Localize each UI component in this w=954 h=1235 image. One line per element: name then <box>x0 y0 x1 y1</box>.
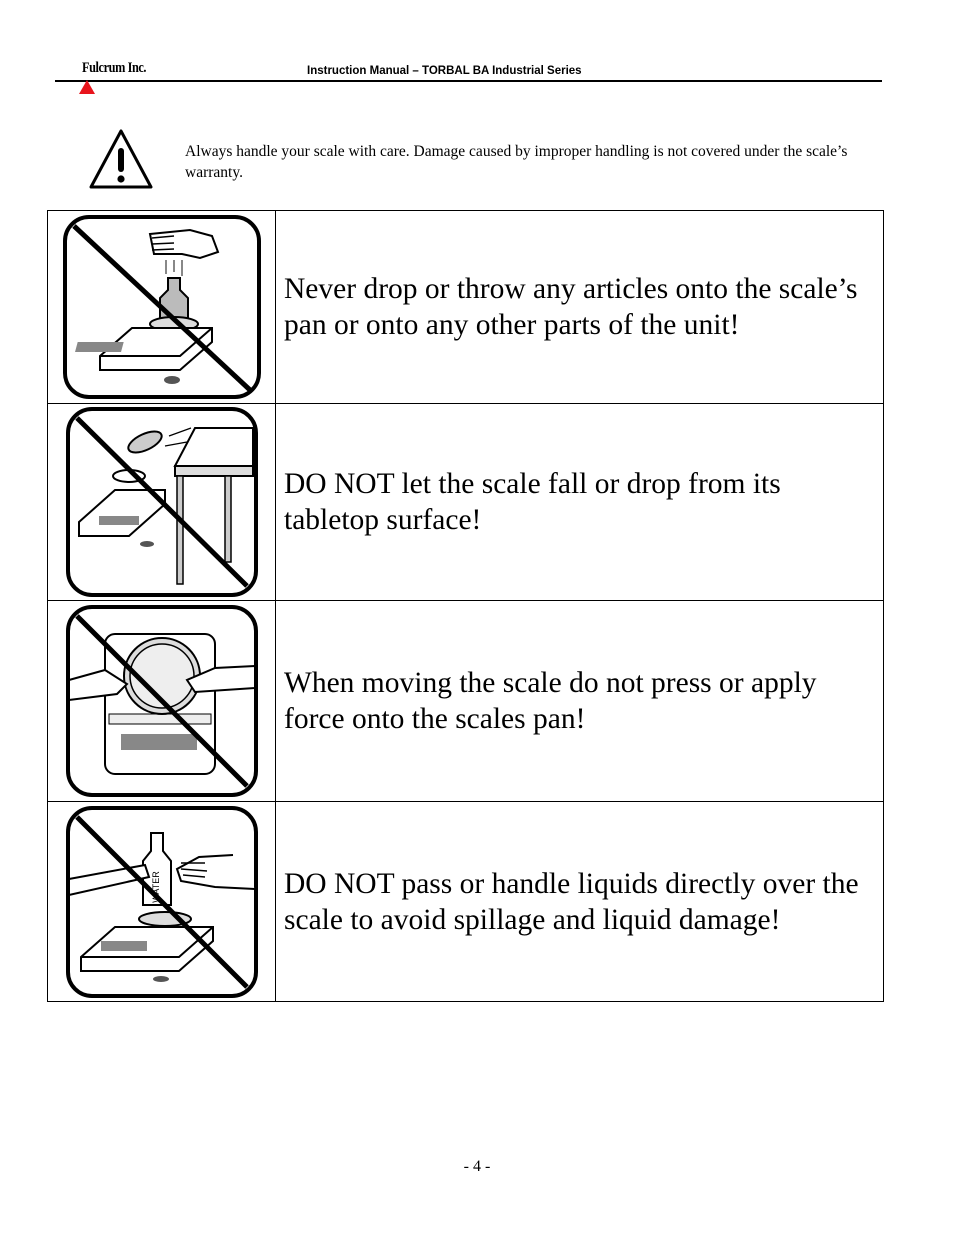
no-dropping-objects-icon <box>62 214 262 400</box>
no-pressing-pan-icon <box>65 604 259 798</box>
company-logo: Fulcrum Inc. <box>82 60 147 76</box>
page-header <box>55 58 882 82</box>
warnings-table <box>47 210 884 1002</box>
warning-row <box>48 211 884 404</box>
no-liquids-over-scale-icon <box>65 805 259 999</box>
warning-triangle-icon <box>88 128 154 190</box>
bottle-label: WATER <box>150 870 161 903</box>
no-falling-scale-icon <box>65 406 259 598</box>
warning-text: DO NOT let the scale fall or drop from its tabletop surface! <box>276 404 884 601</box>
warning-image-cell <box>48 802 276 1002</box>
warning-text: DO NOT pass or handle liquids directly over the scale to avoid spillage and liquid damage! <box>276 802 884 1002</box>
warning-image-cell <box>48 211 276 404</box>
warning-image-cell <box>48 601 276 802</box>
warning-text: When moving the scale do not press or apply force onto the scales pan! <box>276 601 884 802</box>
caution-text: Always handle your scale with care. Damage caused by improper handling is not covered under the scale’s warranty. <box>185 143 848 181</box>
warning-image-cell <box>48 404 276 601</box>
warning-row <box>48 802 884 1002</box>
manual-title: Instruction Manual – TORBAL BA Industrial Series <box>307 65 582 77</box>
page-number: - 4 - <box>463 1158 491 1175</box>
warning-row <box>48 601 884 802</box>
warning-text: Never drop or throw any articles onto the scale’s pan or onto any other parts of the unit! <box>276 211 884 404</box>
warning-row <box>48 404 884 601</box>
logo-triangle-icon <box>79 80 95 94</box>
